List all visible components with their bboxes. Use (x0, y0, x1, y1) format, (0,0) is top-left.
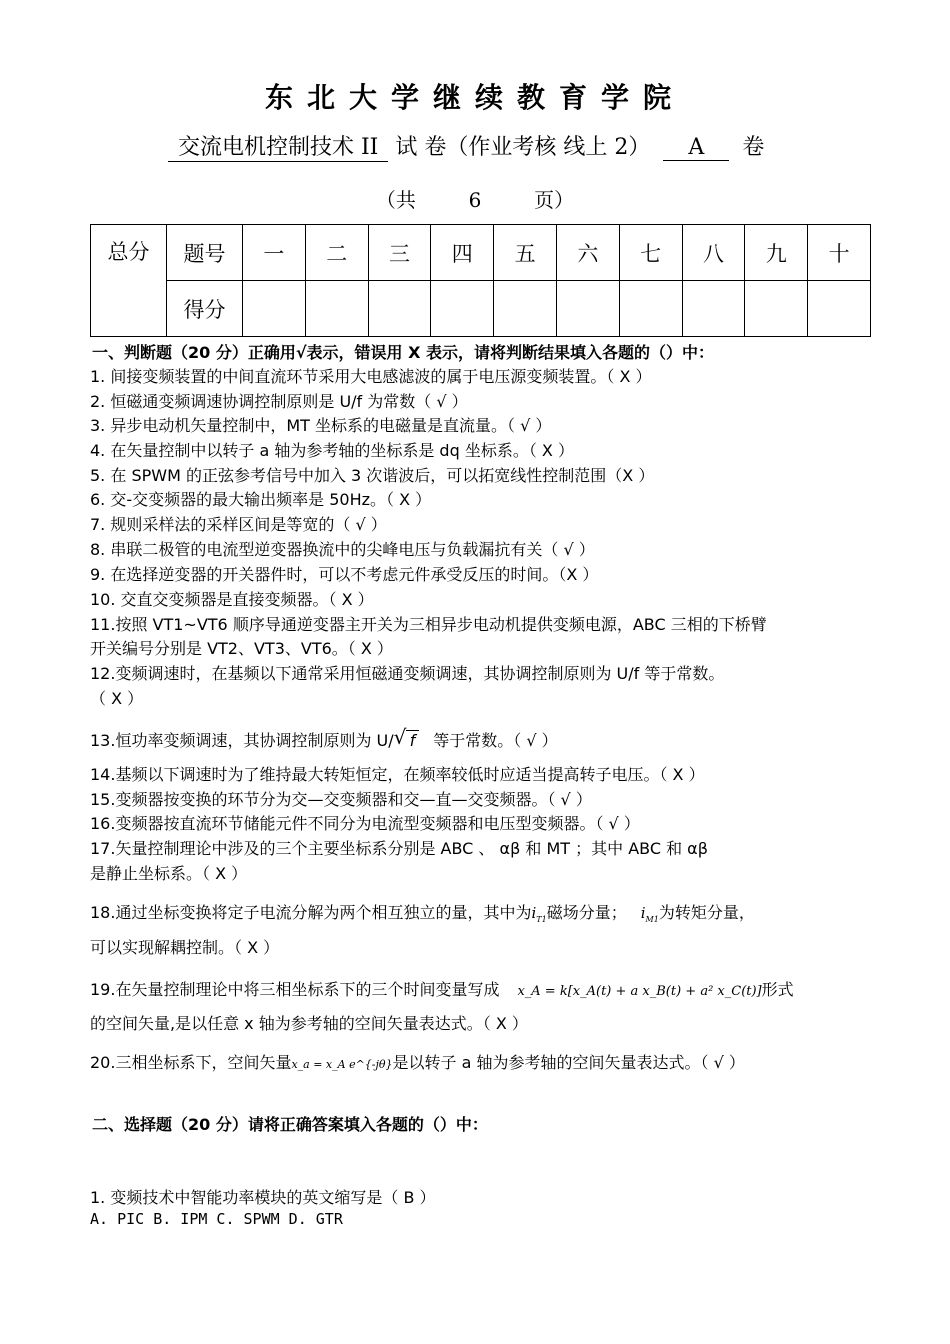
question-19-line1 (90, 977, 794, 1000)
score-cell-1[interactable] (243, 281, 306, 337)
score-cell-8[interactable] (682, 281, 745, 337)
question-19-text-a: 19.在矢量控制理论中将三相坐标系下的三个时间变量写成 (90, 980, 500, 999)
page-count (0, 184, 950, 213)
section2-heading: 二、选择题（20 分）请将正确答案填入各题的（）中： (92, 1115, 488, 1134)
question-15: 15.变频器按变换的环节分为交—交变频器和交—直—交变频器。（ √ ） (90, 790, 592, 809)
question-13-tail: 等于常数。（ √ ） (433, 731, 558, 750)
question-5: 5. 在 SPWM 的正弦参考信号中加入 3 次谐波后，可以拓宽线性控制范围（X ） (90, 466, 655, 485)
col-6: 六 (556, 225, 619, 281)
score-label: 得分 (167, 281, 243, 337)
question-14: 14.基频以下调速时为了维持最大转矩恒定，在频率较低时应适当提高转子电压。（ X ） (90, 765, 705, 784)
page-count-close: 页） (534, 188, 575, 212)
exam-title-line (168, 130, 764, 162)
radical-content: f (406, 730, 420, 750)
question-18-text-c: 为转矩分量， (658, 903, 755, 922)
question-17-line1: 17.矢量控制理论中涉及的三个主要坐标系分别是 ABC 、 αβ 和 MT ；其中 ABC 和 αβ (90, 839, 708, 858)
score-cell-5[interactable] (494, 281, 557, 337)
question-16: 16.变频器按直流环节储能元件不同分为电流型变频器和电压型变频器。（ √ ） (90, 814, 640, 833)
col-8: 八 (682, 225, 745, 281)
question-2: 2. 恒磁通变频调速协调控制原则是 U/f 为常数（ √ ） (90, 392, 468, 411)
question-19-line2: 的空间矢量,是以任意 x 轴为参考轴的空间矢量表达式。（ X ） (90, 1014, 528, 1033)
question-20-text-b: 是以转子 a 轴为参考轴的空间矢量表达式。（ √ ） (392, 1053, 745, 1072)
paper-suffix: 卷 (742, 135, 765, 160)
question-number-label: 题号 (167, 225, 243, 281)
paper-type: A (663, 135, 729, 161)
question-9: 9. 在选择逆变器的开关器件时，可以不考虑元件承受反压的时间。（X ） (90, 565, 599, 584)
question-18-line2: 可以实现解耦控制。（ X ） (90, 938, 280, 957)
score-cell-2[interactable] (305, 281, 368, 337)
score-total-cell (91, 225, 167, 337)
school-title: 东北大学继续教育学院 (264, 81, 685, 114)
col-3: 三 (368, 225, 431, 281)
radical-sign-icon: √ (393, 725, 407, 749)
mc-question-1: 1. 变频技术中智能功率模块的英文缩写是（ B ） (90, 1188, 436, 1207)
formula-rotor-vector: x_a = x_A e^{-jθ} (291, 1058, 393, 1071)
symbol-i-m1-sub: M1 (645, 915, 659, 925)
question-11-line2: 开关编号分别是 VT2、VT3、VT6。（ X ） (90, 639, 393, 658)
score-cell-3[interactable] (368, 281, 431, 337)
col-5: 五 (494, 225, 557, 281)
question-18-text-a: 18.通过坐标变换将定子电流分解为两个相互独立的量，其中为 (90, 903, 532, 922)
score-table-header-row (91, 225, 871, 281)
total-score-label: 总分 (107, 240, 150, 264)
col-1: 一 (243, 225, 306, 281)
score-cell-6[interactable] (556, 281, 619, 337)
question-12-line1: 12.变频调速时，在基频以下通常采用恒磁通变频调速，其协调控制原则为 U/f 等于常数。 (90, 664, 725, 683)
symbol-i-t1: i (531, 904, 537, 922)
question-18-line1 (90, 900, 755, 924)
question-7: 7. 规则采样法的采样区间是等宽的（ √ ） (90, 515, 387, 534)
question-20-text-a: 20.三相坐标系下，空间矢量 (90, 1053, 292, 1072)
score-cell-7[interactable] (619, 281, 682, 337)
score-cell-10[interactable] (808, 281, 871, 337)
score-table (90, 224, 871, 337)
question-20 (90, 1050, 745, 1073)
question-13-text: 13.恒功率变频调速，其协调控制原则为 U/ (90, 731, 394, 750)
question-18-text-b: 磁场分量； (546, 903, 627, 922)
col-10: 十 (808, 225, 871, 281)
page-count-open: （共 (375, 188, 416, 212)
section1-heading: 一、判断题（20 分）正确用√表示，错误用 X 表示，请将判断结果填入各题的（）中： (92, 343, 714, 362)
question-11-line1: 11.按照 VT1~VT6 顺序导通逆变器主开关为三相异步电动机提供变频电源，ABC 三相的下桥臂 (90, 615, 767, 634)
sqrt-symbol (393, 725, 420, 750)
col-2: 二 (305, 225, 368, 281)
exam-suffix: 试 卷（作业考核 线上 2） (395, 135, 651, 160)
question-4: 4. 在矢量控制中以转子 a 轴为参考轴的坐标系是 dq 坐标系。（ X ） (90, 441, 574, 460)
question-10: 10. 交直交变频器是直接变频器。（ X ） (90, 590, 374, 609)
question-19-text-b: 形式 (761, 980, 794, 999)
question-12-line2: （ X ） (90, 689, 144, 708)
course-name: 交流电机控制技术 II (168, 130, 388, 162)
col-7: 七 (619, 225, 682, 281)
question-8: 8. 串联二极管的电流型逆变器换流中的尖峰电压与负载漏抗有关（ √ ） (90, 540, 595, 559)
question-17-line2: 是静止坐标系。（ X ） (90, 864, 248, 883)
formula-space-vector: x_A = k[x_A(t) + a x_B(t) + a² x_C(t)] (517, 984, 762, 999)
score-cell-9[interactable] (745, 281, 808, 337)
symbol-i-m1: i (640, 904, 646, 922)
symbol-i-t1-sub: T1 (536, 915, 547, 925)
score-table-score-row (91, 281, 871, 337)
question-3: 3. 异步电动机矢量控制中，MT 坐标系的电磁量是直流量。（ √ ） (90, 416, 552, 435)
score-cell-4[interactable] (431, 281, 494, 337)
col-4: 四 (431, 225, 494, 281)
question-6: 6. 交-交变频器的最大输出频率是 50Hz。（ X ） (90, 490, 432, 509)
mc-question-1-options: A. PIC B. IPM C. SPWM D. GTR (90, 1210, 343, 1228)
question-1: 1. 间接变频装置的中间直流环节采用大电感滤波的属于电压源变频装置。（ X ） (90, 367, 652, 386)
page-count-number: 6 (468, 188, 482, 212)
question-13 (90, 725, 558, 751)
col-9: 九 (745, 225, 808, 281)
